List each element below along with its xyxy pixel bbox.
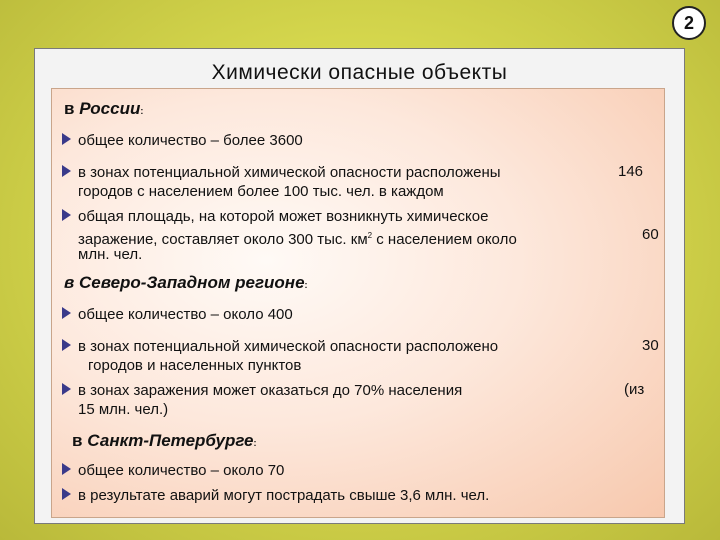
item-value: 60: [642, 226, 659, 243]
section-heading-spb: в Санкт-Петербурге:: [72, 431, 257, 450]
item-value: 146: [618, 163, 644, 180]
region-name: в Северо-Западном регионе: [64, 273, 305, 292]
bullet-arrow-icon: [62, 488, 71, 500]
section-heading-russia: в России:: [64, 99, 144, 118]
item-value: 30: [642, 337, 659, 354]
region-name: России: [79, 99, 141, 118]
bullet-arrow-icon: [62, 133, 71, 145]
bullet-arrow-icon: [62, 339, 71, 351]
bullet-arrow-icon: [62, 383, 71, 395]
page-number: 2: [683, 12, 694, 33]
bullet-arrow-icon: [62, 463, 71, 475]
item-value: (из: [624, 381, 645, 398]
bullet-arrow-icon: [62, 209, 71, 221]
bullet-arrow-icon: [62, 165, 71, 177]
page-number-badge: [672, 6, 706, 40]
region-name: Санкт-Петербурге: [87, 431, 254, 450]
slide-frame: [34, 48, 685, 524]
slide-title: Химически опасные объекты: [211, 61, 508, 84]
content-box: в России: общее количество – более 3600 в зонах потенциальной химической опасности расположены городов с населением более 100 тыс. чел. в каждом 146 общая площадь, на которой может возникнуть химическое заражение, составляет около 300 тыс. $км^2$ с населением около млн. чел. 60 в Северо-Западном регионе: общее количество – около 400 в зонах потенциальной химической опасности расположено городов и населенных пунктов 30 в зонах заражения может оказаться до 70% населения 15 млн. чел.) (из в Санкт-Петербурге: общее количество – около 70 в результате аварий могут пострадать свыше 3,6 млн. чел.: [51, 88, 665, 518]
bullet-arrow-icon: [62, 307, 71, 319]
section-heading-northwest: в Северо-Западном регионе:: [64, 273, 308, 292]
